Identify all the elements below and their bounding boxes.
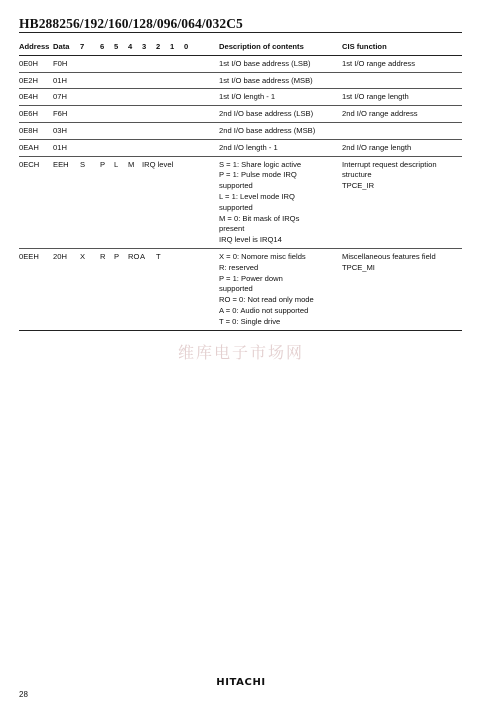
cell-description — [219, 139, 342, 156]
table-row — [19, 72, 462, 89]
cis-line: Miscellaneous features field — [342, 251, 436, 261]
table-row — [19, 156, 462, 248]
cell-data: EEH — [53, 159, 69, 169]
cell-data: F6H — [53, 109, 68, 119]
header-description: Description of contents — [219, 42, 304, 51]
title-divider — [19, 32, 462, 33]
cell-address: 0ECH — [19, 159, 40, 169]
bit-field: L — [114, 159, 119, 169]
header-bit-6: 6 — [100, 42, 105, 51]
cell-bits — [80, 156, 219, 248]
table-row — [19, 248, 462, 330]
bit-field: X — [80, 251, 86, 261]
cell-description — [219, 248, 342, 330]
header-cis: CIS function — [342, 42, 387, 51]
cell-cis-function — [342, 72, 462, 89]
bit-field: M — [128, 159, 135, 169]
cell-description — [219, 72, 342, 89]
cell-cis-function — [342, 55, 462, 72]
cell-bits — [80, 106, 219, 123]
cell-address: 0E8H — [19, 125, 38, 135]
description-line: 2nd I/O base address (MSB) — [219, 125, 316, 135]
cell-data: 01H — [53, 142, 67, 152]
description-line: 2nd I/O length - 1 — [219, 142, 278, 152]
cell-cis-function — [342, 106, 462, 123]
cell-bits — [80, 139, 219, 156]
description-line: R: reserved — [219, 262, 259, 272]
header-address: Address — [19, 42, 50, 51]
header-bit-1: 1 — [170, 42, 175, 51]
cell-cis-function — [342, 122, 462, 139]
cell-bits — [80, 55, 219, 72]
cis-line: TPCE_IR — [342, 181, 375, 191]
description-line: 2nd I/O base address (LSB) — [219, 109, 314, 119]
table-row — [19, 122, 462, 139]
header-bit-3: 3 — [142, 42, 147, 51]
cell-address: 0E4H — [19, 92, 38, 102]
cell-bits — [80, 89, 219, 106]
description-line: T = 0: Single drive — [219, 316, 281, 326]
description-line: P = 1: Pulse mode IRQ — [219, 170, 297, 180]
description-line: M = 0: Bit mask of IRQs — [219, 213, 300, 223]
cell-description — [219, 89, 342, 106]
description-line: present — [219, 224, 245, 234]
bit-field — [187, 160, 201, 171]
bit-field: A — [140, 251, 146, 261]
cell-description — [219, 106, 342, 123]
description-line: 1st I/O base address (MSB) — [219, 75, 313, 85]
description-line: IRQ level is IRQ14 — [219, 235, 282, 245]
description-line: supported — [219, 284, 253, 294]
cell-address: 0EEH — [19, 251, 39, 261]
header-bit-5: 5 — [114, 42, 119, 51]
cell-cis-function — [342, 139, 462, 156]
cell-cis-function — [342, 248, 462, 330]
cis-line: 1st I/O range address — [342, 58, 416, 68]
bit-field — [173, 160, 187, 171]
table-row — [19, 139, 462, 156]
description-line: L = 1: Level mode IRQ — [219, 191, 295, 201]
cell-bits — [80, 72, 219, 89]
description-line: X = 0: Nomore misc fields — [219, 251, 306, 261]
bit-field — [184, 252, 198, 263]
watermark: 维库电子市场网 — [177, 343, 304, 362]
description-line: S = 1: Share logic active — [219, 159, 302, 169]
header-data: Data — [53, 42, 70, 51]
cis-line: 2nd I/O range length — [342, 142, 412, 152]
cell-data: F0H — [53, 58, 68, 68]
cell-description — [219, 55, 342, 72]
cell-data: 07H — [53, 92, 67, 102]
table-row — [19, 89, 462, 106]
header-bit-0: 0 — [184, 42, 189, 51]
cell-address: 0E6H — [19, 109, 38, 119]
bit-field — [201, 160, 215, 171]
cis-line: TPCE_MI — [342, 262, 375, 272]
table-row — [19, 55, 462, 72]
description-line: RO = 0: Not read only mode — [219, 295, 314, 305]
bit-field: S — [80, 159, 86, 169]
cell-address: 0E0H — [19, 58, 38, 68]
bit-field — [170, 252, 184, 263]
cis-line: 2nd I/O range address — [342, 109, 418, 119]
register-table — [19, 41, 462, 331]
cell-description — [219, 122, 342, 139]
page-title: HB288256/192/160/128/096/064/032C5 — [19, 16, 243, 31]
cell-bits — [80, 122, 219, 139]
description-line: 1st I/O length - 1 — [219, 92, 276, 102]
header-bit-7: 7 — [80, 42, 85, 51]
cell-bits — [80, 248, 219, 330]
description-line: 1st I/O base address (LSB) — [219, 58, 311, 68]
header-bit-4: 4 — [128, 42, 133, 51]
cell-data: 20H — [53, 251, 67, 261]
bit-field: R — [100, 251, 106, 261]
bit-field: P — [100, 159, 106, 169]
bit-field: RO — [128, 251, 140, 261]
cis-line: Interrupt request description — [342, 159, 437, 169]
cell-description — [219, 156, 342, 248]
table-row — [19, 106, 462, 123]
cell-data: 03H — [53, 125, 67, 135]
page-number: 28 — [19, 690, 28, 699]
table-header-row — [19, 41, 462, 55]
bit-field: IRQ level — [142, 159, 174, 169]
description-line: supported — [219, 181, 253, 191]
bit-field: T — [156, 251, 161, 261]
cis-line: 1st I/O range length — [342, 92, 409, 102]
bit-field: P — [114, 251, 120, 261]
brand-logo: HITACHI — [216, 677, 266, 688]
cell-address: 0EAH — [19, 142, 39, 152]
cell-cis-function — [342, 89, 462, 106]
cis-line: structure — [342, 170, 372, 180]
cell-address: 0E2H — [19, 75, 38, 85]
header-bits — [80, 41, 219, 55]
description-line: A = 0: Audio not supported — [219, 305, 309, 315]
description-line: supported — [219, 202, 253, 212]
cell-cis-function — [342, 156, 462, 248]
description-line: P = 1: Power down — [219, 273, 283, 283]
header-bit-2: 2 — [156, 42, 161, 51]
cell-data: 01H — [53, 75, 67, 85]
